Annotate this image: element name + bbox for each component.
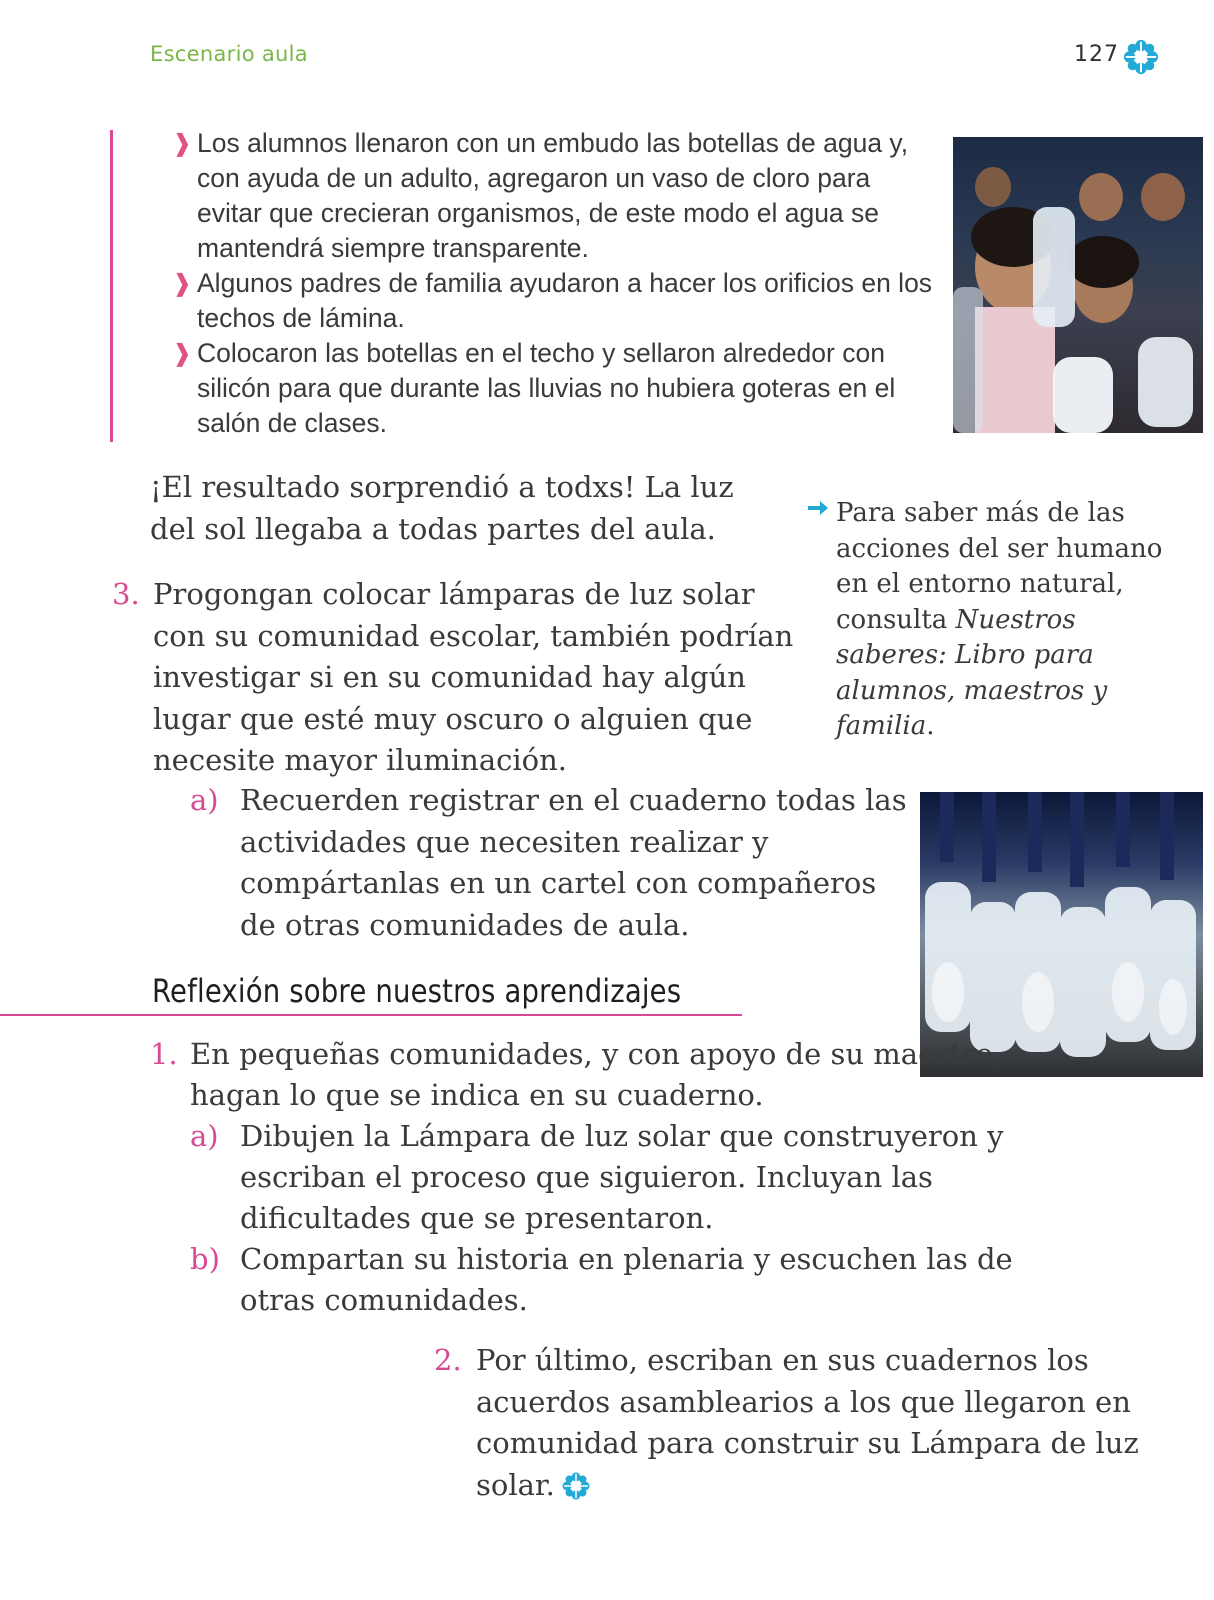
subitem-letter: b) xyxy=(190,1242,220,1276)
step-text: Los alumnos llenaron con un embudo las botellas de agua y, con ayuda de un adulto, agregaron un vaso de cloro para evitar que crecieran organismos, de este modo el agua se mantendrá siempre transparente. xyxy=(197,128,909,263)
page-number: 127 xyxy=(1074,42,1119,67)
note-text: Para saber más de las acciones del ser humano en el entorno natural, consulta xyxy=(836,498,1163,635)
reflection-subitems xyxy=(190,1116,1020,1321)
item-number: 2. xyxy=(434,1343,462,1377)
more-info-note xyxy=(806,496,1166,745)
children-with-bottle-lamps-photo xyxy=(953,137,1203,433)
subitem-letter: a) xyxy=(190,783,219,817)
item-number: 3. xyxy=(112,577,140,611)
reflection-item-2 xyxy=(434,1340,1154,1506)
teal-flower-icon xyxy=(561,1471,591,1501)
steps-list xyxy=(172,126,937,441)
step-text: Colocaron las botellas en el techo y sellaron alrededor con silicón para que durante las lluvias no hubiera goteras en el salón de clases. xyxy=(197,338,896,438)
reflection-subitem-a xyxy=(190,1116,1020,1239)
result-paragraph: ¡El resultado sorprendió a todxs! La luz del sol llegaba a todas partes del aula. xyxy=(150,470,734,546)
subitem-text: Dibujen la Lámpara de luz solar que construyeron y escriban el proceso que siguieron. Incluyan las dificultades que se presentaron. xyxy=(240,1119,1004,1235)
step-item xyxy=(172,126,937,266)
activity-item-3 xyxy=(112,574,812,782)
arrow-right-icon xyxy=(806,498,830,518)
subitem-text: Recuerden registrar en el cuaderno todas las actividades que necesiten realizar y compártanlas en un cartel con compañeros de otras comunidades de aula. xyxy=(240,783,907,942)
activity-subitem-a xyxy=(190,780,910,946)
reflection-subitem-b xyxy=(190,1239,1020,1321)
teal-flower-icon xyxy=(1122,38,1160,76)
note-book-title: Nuestros saberes: Libro para alumnos, maestros y familia xyxy=(836,604,1108,741)
step-text: Algunos padres de familia ayudaron a hacer los orificios en los techos de lámina. xyxy=(197,268,933,333)
chevron-right-icon: ❱ xyxy=(172,270,193,297)
running-head: Escenario aula xyxy=(150,42,308,66)
item-number: 1. xyxy=(150,1037,178,1071)
reflection-item-1 xyxy=(150,1034,1030,1116)
chevron-right-icon: ❱ xyxy=(172,340,193,367)
item-text: En pequeñas comunidades, y con apoyo de su maestro, hagan lo que se indica en su cuaderno. xyxy=(190,1037,1003,1112)
subitem-letter: a) xyxy=(190,1119,219,1153)
step-item xyxy=(172,266,937,336)
section-title: Reflexión sobre nuestros aprendizajes xyxy=(152,972,682,1010)
item-text: Por último, escriban en sus cuadernos los acuerdos asamblearios a los que llegaron en comunidad para construir su Lámpara de luz solar. xyxy=(476,1343,1139,1502)
item-text: Progongan colocar lámparas de luz solar con su comunidad escolar, también podrían investigar si en su comunidad hay algún lugar que esté muy oscuro o alguien que necesite mayor iluminación. xyxy=(153,577,794,777)
subitem-text: Compartan su historia en plenaria y escuchen las de otras comunidades. xyxy=(240,1242,1013,1317)
chevron-right-icon: ❱ xyxy=(172,130,193,157)
step-item xyxy=(172,336,937,441)
steps-margin-rule xyxy=(110,130,113,442)
section-title-underline xyxy=(0,1014,742,1016)
note-period: . xyxy=(926,711,935,741)
